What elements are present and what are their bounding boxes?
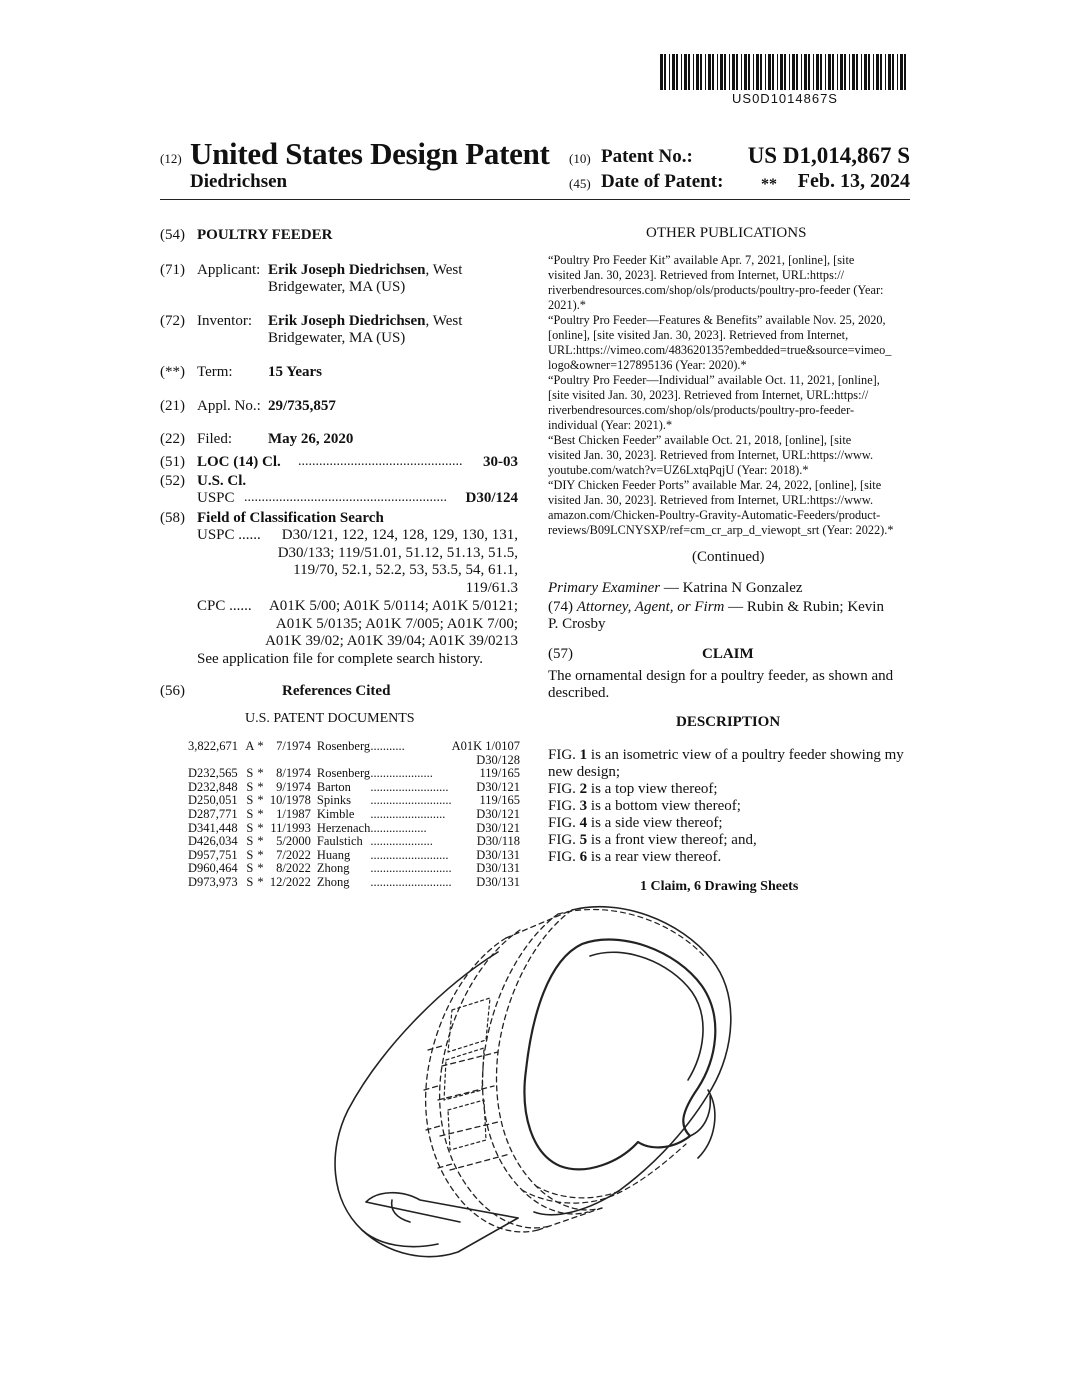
- us-class-value: D30/124: [465, 490, 518, 506]
- field-21-code: (21): [160, 398, 185, 414]
- field-21-label: Appl. No.:: [197, 398, 261, 414]
- attorney: [548, 599, 884, 633]
- attorney-code: (74): [548, 599, 573, 615]
- reference-row: [188, 835, 520, 849]
- reference-star: *: [257, 834, 264, 849]
- references-table: [188, 740, 520, 890]
- search-uspc-line: 119/70, 52.1, 52.2, 53, 53.5, 54, 61.1,: [293, 562, 518, 578]
- barcode-bar: [765, 54, 766, 90]
- field-54-title: POULTRY FEEDER: [197, 227, 333, 243]
- barcode-number: US0D1014867S: [732, 91, 838, 106]
- reference-name: Spinks: [316, 793, 351, 808]
- primary-examiner-name: Katrina N Gonzalez: [682, 580, 803, 596]
- field-52-code: (52): [160, 473, 185, 489]
- reference-row: [188, 794, 520, 808]
- barcode-bar: [888, 54, 891, 90]
- reference-dots: .........................: [370, 847, 449, 862]
- reference-dots: ..........................: [370, 861, 452, 876]
- feeder-top-rim-lip: [590, 952, 703, 1080]
- publication-line: visited Jan. 30, 2023]. Retrieved from Internet, URL:https://: [548, 268, 845, 282]
- publication-line: 2021).*: [548, 298, 586, 312]
- figure-text: is a side view thereof;: [587, 815, 723, 831]
- barcode-bar: [669, 54, 670, 90]
- field-54-code: (54): [160, 227, 185, 243]
- barcode-bar: [744, 54, 747, 90]
- feeder-window-panels: [444, 998, 490, 1150]
- barcode-bar: [796, 54, 798, 90]
- feeder-band-dashed: [424, 910, 602, 1232]
- us-patent-documents-title: U.S. PATENT DOCUMENTS: [245, 711, 415, 726]
- loc-class-dots: ...............................................: [298, 454, 463, 469]
- figure-number: 1: [579, 747, 588, 763]
- primary-examiner: [548, 580, 803, 597]
- publication-line: visited Jan. 30, 2023]. Retrieved from Internet, URL:https://www.: [548, 448, 874, 462]
- patent-title: United States Design Patent: [190, 136, 550, 171]
- term-value: 15 Years: [268, 364, 323, 380]
- inventor-surname: Diedrichsen: [190, 171, 288, 192]
- barcode-bar: [852, 54, 855, 90]
- reference-kind: S: [246, 766, 254, 781]
- reference-date: 1/1987: [276, 806, 311, 821]
- barcode-bar: [837, 54, 838, 90]
- reference-date: 5/2000: [276, 834, 311, 849]
- search-cpc-prefix: CPC ......: [197, 598, 252, 614]
- barcode-bar: [789, 54, 790, 90]
- reference-star: *: [257, 874, 264, 889]
- applicant-name: Erik Joseph Diedrichsen: [268, 262, 426, 278]
- claims-summary: 1 Claim, 6 Drawing Sheets: [640, 879, 799, 894]
- barcode-bar: [792, 54, 795, 90]
- reference-date: 12/2022: [269, 874, 311, 889]
- header-code-45: (45): [569, 176, 591, 191]
- loc-class-value: 30-03: [483, 454, 518, 470]
- figure-text-continued: new design;: [548, 764, 621, 780]
- reference-dots: ....................: [370, 766, 433, 781]
- search-uspc-lines: [270, 527, 518, 597]
- barcode-bar: [849, 54, 850, 90]
- reference-kind: S: [246, 847, 254, 862]
- date-of-patent: Feb. 13, 2024: [797, 170, 910, 192]
- reference-name: Rosenberg: [316, 766, 371, 781]
- reference-row: [188, 822, 520, 836]
- barcode-bar: [813, 54, 814, 90]
- reference-star: *: [257, 779, 264, 794]
- poultry-feeder-illustration: [320, 900, 740, 1300]
- barcode-bar: [696, 54, 699, 90]
- references-cited-title: References Cited: [282, 683, 391, 699]
- publication-line: riverbendresources.com/shop/ols/products/poultry-pro-feeder-: [548, 403, 855, 417]
- barcode-bar: [840, 54, 843, 90]
- term-code: (**): [160, 364, 185, 380]
- field-22-code: (22): [160, 431, 185, 447]
- search-history-note: See application file for complete search history.: [197, 651, 484, 667]
- reference-class: D30/131: [476, 874, 520, 889]
- description-list: [548, 747, 910, 866]
- field-58-code: (58): [160, 510, 185, 526]
- reference-name: Kimble: [316, 806, 355, 821]
- figure-description: [548, 849, 910, 866]
- barcode-bar: [717, 54, 718, 90]
- reference-class: 119/165: [479, 766, 520, 781]
- barcode-bar: [864, 54, 867, 90]
- reference-row: [188, 862, 520, 876]
- applicant-loc2: Bridgewater, MA (US): [268, 279, 406, 295]
- barcode-bar: [688, 54, 690, 90]
- barcode-bar: [760, 54, 762, 90]
- reference-dots: ...........: [370, 739, 405, 753]
- reference-name: Faulstich: [316, 834, 363, 849]
- reference-class: 119/165: [479, 793, 520, 808]
- publication-line: youtube.com/watch?v=UZ6LxtqPqjU (Year: 2018).*: [548, 463, 809, 477]
- reference-kind: S: [246, 834, 254, 849]
- barcode-bar: [868, 54, 870, 90]
- figure-text: is a bottom view thereof;: [587, 798, 741, 814]
- reference-number: D960,464: [188, 861, 238, 876]
- figure-prefix: FIG.: [548, 832, 580, 848]
- primary-examiner-dash: —: [660, 580, 683, 596]
- reference-star: *: [257, 847, 264, 862]
- figure-text: is a front view thereof; and,: [587, 832, 757, 848]
- search-uspc-line: D30/133; 119/51.01, 51.12, 51.13, 51.5,: [277, 544, 518, 561]
- reference-kind: S: [246, 793, 254, 808]
- reference-name: Huang: [316, 847, 351, 862]
- barcode-bar: [801, 54, 802, 90]
- field-51-code: (51): [160, 454, 185, 470]
- reference-date: 8/2022: [276, 861, 311, 876]
- figure-description: [548, 815, 910, 832]
- barcode-bar: [736, 54, 738, 90]
- barcode-bar: [672, 54, 675, 90]
- barcode-bar: [724, 54, 726, 90]
- reference-number: D341,448: [188, 820, 238, 835]
- search-cpc-lines: [255, 598, 518, 651]
- reference-class: D30/131: [476, 861, 520, 876]
- barcode-bar: [808, 54, 810, 90]
- reference-class: D30/121: [476, 806, 520, 821]
- figure-description: [548, 781, 910, 798]
- barcode-bar: [753, 54, 754, 90]
- reference-name: Barton: [316, 779, 351, 794]
- figure-number: 6: [579, 849, 588, 865]
- reference-row: [188, 808, 520, 822]
- reference-kind: A: [245, 739, 255, 753]
- barcode-bar: [856, 54, 858, 90]
- figure-number: 5: [579, 832, 588, 848]
- reference-row: [188, 849, 520, 863]
- barcode-bar: [873, 54, 874, 90]
- reference-date: 7/2022: [276, 847, 311, 862]
- header-code-12: (12): [160, 151, 182, 166]
- date-of-patent-label: Date of Patent:: [601, 171, 724, 192]
- claim-text: [548, 668, 910, 702]
- reference-class: D30/118: [476, 834, 520, 849]
- patent-number: US D1,014,867 S: [747, 143, 910, 168]
- claim-line: described.: [548, 685, 610, 701]
- barcode-bar: [885, 54, 886, 90]
- attorney-line1: Rubin & Rubin; Kevin: [746, 599, 884, 615]
- barcode: [660, 54, 910, 90]
- barcode-bar: [748, 54, 750, 90]
- date-marker: **: [761, 176, 777, 193]
- feeder-rim-right: [690, 1090, 715, 1158]
- reference-row: [188, 876, 520, 890]
- barcode-graphic: [660, 54, 910, 90]
- figure-prefix: FIG.: [548, 849, 580, 865]
- barcode-bar: [820, 54, 822, 90]
- reference-row: [188, 781, 520, 795]
- barcode-bar: [712, 54, 714, 90]
- reference-dots: ........................: [370, 806, 446, 821]
- barcode-bar: [828, 54, 831, 90]
- claim-title: CLAIM: [702, 646, 754, 662]
- figure-prefix: FIG.: [548, 798, 580, 814]
- reference-class: A01K 1/0107: [451, 739, 520, 753]
- inventor-loc2: Bridgewater, MA (US): [268, 330, 406, 346]
- reference-star: *: [257, 806, 264, 821]
- primary-examiner-label: Primary Examiner: [548, 580, 661, 596]
- reference-dots: .........................: [370, 779, 449, 794]
- barcode-bar: [832, 54, 834, 90]
- publication-line: “Poultry Pro Feeder Kit” available Apr. 7, 2021, [online], [site: [548, 253, 855, 267]
- publication-line: riverbendresources.com/shop/ols/products/poultry-pro-feeder (Year:: [548, 283, 884, 297]
- claim-code: (57): [548, 646, 573, 662]
- reference-class: D30/131: [476, 847, 520, 862]
- figure-text: is an isometric view of a poultry feeder showing my: [587, 747, 904, 763]
- figure-description: [548, 747, 910, 781]
- barcode-bar: [897, 54, 898, 90]
- description-title: DESCRIPTION: [676, 714, 781, 730]
- reference-dots: ..................: [370, 820, 427, 835]
- barcode-bar: [732, 54, 735, 90]
- loc-class-label: LOC (14) Cl.: [197, 454, 281, 470]
- barcode-bar: [772, 54, 774, 90]
- publication-line: “Best Chicken Feeder” available Oct. 21, 2018, [online], [site: [548, 433, 852, 447]
- barcode-bar: [741, 54, 742, 90]
- patent-number-label: Patent No.:: [601, 146, 693, 167]
- barcode-bar: [729, 54, 730, 90]
- reference-star: *: [257, 793, 264, 808]
- barcode-bar: [825, 54, 826, 90]
- reference-number: D232,565: [188, 766, 238, 781]
- reference-date: 11/1993: [270, 820, 311, 835]
- reference-row-continued: [188, 754, 520, 768]
- reference-number: D250,051: [188, 793, 238, 808]
- reference-row: [188, 740, 520, 754]
- figure-description: [548, 798, 910, 815]
- reference-kind: S: [246, 874, 254, 889]
- field-56-code: (56): [160, 683, 185, 699]
- reference-name: Rosenberg: [316, 739, 371, 753]
- reference-number: D957,751: [188, 847, 238, 862]
- barcode-bar: [684, 54, 687, 90]
- reference-class: D30/121: [476, 820, 520, 835]
- reference-number: D426,034: [188, 834, 238, 849]
- other-publications-title: OTHER PUBLICATIONS: [646, 225, 807, 241]
- figure-text: is a top view thereof;: [587, 781, 718, 797]
- barcode-bar: [904, 54, 906, 90]
- search-cpc-line: A01K 5/0135; A01K 7/005; A01K 7/00;: [275, 615, 518, 632]
- field-of-search-label: Field of Classification Search: [197, 510, 384, 526]
- us-class-label: U.S. Cl.: [197, 473, 247, 489]
- figure-number: 2: [579, 781, 588, 797]
- barcode-bar: [816, 54, 819, 90]
- term-label: Term:: [197, 364, 233, 380]
- figure-prefix: FIG.: [548, 815, 580, 831]
- barcode-bar: [664, 54, 666, 90]
- barcode-bar: [784, 54, 786, 90]
- search-uspc-line: 119/61.3: [465, 579, 518, 596]
- reference-kind: S: [246, 779, 254, 794]
- reference-star: *: [257, 820, 264, 835]
- publication-line: reviews/B09LCNYSXP/ref=cm_cr_arp_d_viewopt_srt (Year: 2022).*: [548, 523, 894, 537]
- figure-number: 3: [579, 798, 588, 814]
- reference-class-secondary: D30/128: [476, 752, 520, 767]
- reference-number: 3,822,671: [188, 739, 238, 753]
- isometric-drawing: [320, 900, 740, 1300]
- inventor-loc1: , West: [425, 313, 463, 329]
- field-71-value: [268, 262, 462, 296]
- feeder-top-rim-inner: [524, 940, 715, 1170]
- reference-number: D232,848: [188, 779, 238, 794]
- publication-line: [site visited Jan. 30, 2023]. Retrieved from Internet, URL:https://: [548, 388, 869, 402]
- reference-number: D287,771: [188, 806, 238, 821]
- figure-prefix: FIG.: [548, 747, 580, 763]
- reference-name: Herzenach: [316, 820, 371, 835]
- publication-line: “Poultry Pro Feeder—Features & Benefits” available Nov. 25, 2020,: [548, 313, 886, 327]
- feeder-slot: [366, 1193, 518, 1222]
- barcode-bar: [700, 54, 702, 90]
- publication-line: amazon.com/Chicken-Poultry-Gravity-Automatic-Feeders/product-: [548, 508, 881, 522]
- barcode-bar: [844, 54, 846, 90]
- barcode-bar: [660, 54, 663, 90]
- barcode-bar: [708, 54, 711, 90]
- reference-star: *: [257, 861, 264, 876]
- field-72-label: Inventor:: [197, 313, 252, 329]
- publication-line: visited Jan. 30, 2023]. Retrieved from Internet, URL:https://www.: [548, 493, 874, 507]
- attorney-dash: —: [724, 599, 747, 615]
- feeder-body-outline: [335, 952, 518, 1257]
- barcode-bar: [880, 54, 882, 90]
- figure-text: is a rear view thereof.: [587, 849, 722, 865]
- reference-name: Zhong: [316, 874, 350, 889]
- figure-number: 4: [579, 815, 588, 831]
- reference-kind: S: [246, 806, 254, 821]
- reference-name: Zhong: [316, 861, 350, 876]
- figure-description: [548, 832, 910, 849]
- reference-dots: ..........................: [370, 793, 452, 808]
- publication-line: [online], [site visited Jan. 30, 2023]. Retrieved from Internet,: [548, 328, 849, 342]
- us-class-dots: ..........................................................: [244, 490, 447, 505]
- feeder-body-bottom: [362, 1230, 438, 1247]
- publication-line: “DIY Chicken Feeder Ports” available Mar. 24, 2022, [online], [site: [548, 478, 882, 492]
- reference-date: 7/1974: [276, 739, 311, 753]
- attorney-label: Attorney, Agent, or Firm: [576, 599, 725, 615]
- header-rule: [160, 199, 910, 200]
- publications-continued: (Continued): [692, 549, 765, 565]
- publication-line: URL:https://vimeo.com/483620135?embedded=true&source=vimeo_: [548, 343, 892, 357]
- applicant-loc1: , West: [425, 262, 463, 278]
- barcode-bar: [681, 54, 682, 90]
- attorney-line2: P. Crosby: [548, 616, 606, 632]
- barcode-bar: [676, 54, 678, 90]
- barcode-bar: [900, 54, 903, 90]
- barcode-bar: [876, 54, 879, 90]
- barcode-bar: [756, 54, 759, 90]
- search-uspc-prefix: USPC ......: [197, 527, 261, 543]
- barcode-bar: [892, 54, 894, 90]
- search-cpc-line: A01K 39/02; A01K 39/04; A01K 39/0213: [265, 633, 518, 649]
- reference-number: D973,973: [188, 874, 238, 889]
- application-number: 29/735,857: [268, 398, 336, 414]
- figure-prefix: FIG.: [548, 781, 580, 797]
- reference-date: 10/1978: [269, 793, 311, 808]
- reference-row: [188, 767, 520, 781]
- reference-date: 9/1974: [276, 779, 311, 794]
- inventor-name: Erik Joseph Diedrichsen: [268, 313, 426, 329]
- reference-date: 8/1974: [276, 766, 311, 781]
- publication-line: logo&owner=127895136 (Year: 2020).*: [548, 358, 747, 372]
- claim-line: The ornamental design for a poultry feeder, as shown and: [548, 668, 894, 684]
- us-class-uspc: USPC: [197, 490, 235, 506]
- header-code-10: (10): [569, 151, 591, 166]
- reference-kind: S: [246, 820, 254, 835]
- reference-dots: ..........................: [370, 874, 452, 889]
- publication-line: individual (Year: 2021).*: [548, 418, 673, 432]
- field-71-label: Applicant:: [197, 262, 261, 278]
- barcode-bar: [705, 54, 706, 90]
- other-publications-list: [548, 253, 910, 538]
- reference-star: *: [257, 766, 264, 781]
- field-72-code: (72): [160, 313, 185, 329]
- barcode-bar: [693, 54, 694, 90]
- search-cpc-line: A01K 5/00; A01K 5/0114; A01K 5/0121;: [268, 598, 518, 614]
- reference-star: *: [257, 739, 264, 753]
- barcode-bar: [861, 54, 862, 90]
- field-22-label: Filed:: [197, 431, 233, 447]
- barcode-bar: [804, 54, 807, 90]
- barcode-bar: [780, 54, 783, 90]
- barcode-bar: [768, 54, 771, 90]
- barcode-bar: [777, 54, 778, 90]
- filed-date: May 26, 2020: [268, 431, 354, 447]
- field-71-code: (71): [160, 262, 185, 278]
- reference-dots: ....................: [370, 834, 433, 849]
- publication-line: “Poultry Pro Feeder—Individual” available Oct. 11, 2021, [online],: [548, 373, 880, 387]
- reference-class: D30/121: [476, 779, 520, 794]
- reference-kind: S: [246, 861, 254, 876]
- barcode-bar: [720, 54, 723, 90]
- field-72-value: [268, 313, 462, 347]
- search-uspc-line: D30/121, 122, 124, 128, 129, 130, 131,: [281, 527, 518, 543]
